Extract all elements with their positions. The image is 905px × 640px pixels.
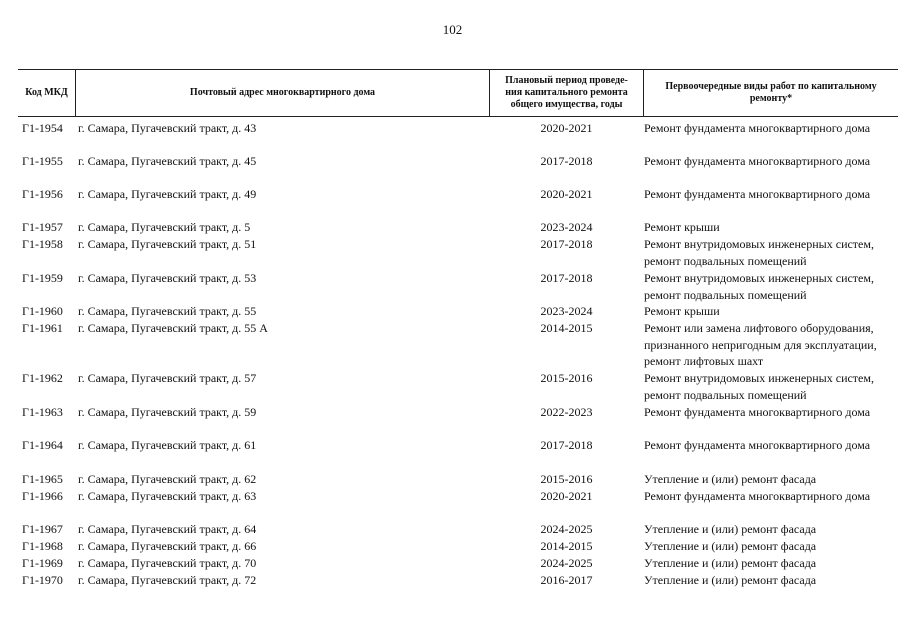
- row-period: 2017-2018: [540, 438, 593, 452]
- row-address: г. Самара, Пугачевский тракт, д. 5: [78, 220, 251, 234]
- row-code: Г1-1968: [22, 539, 63, 553]
- row-period: 2022-2023: [540, 405, 593, 419]
- row-period: 2023-2024: [540, 304, 593, 318]
- row-works: Ремонт фундамента многоквартирного дома: [644, 121, 871, 135]
- row-code: Г1-1966: [22, 489, 63, 503]
- row-works: Ремонт внутридомовых инженерных систем, ремонт подвальных помещений: [644, 371, 874, 402]
- row-code: Г1-1958: [22, 237, 63, 251]
- row-code: Г1-1957: [22, 220, 63, 234]
- row-address: г. Самара, Пугачевский тракт, д. 51: [78, 237, 257, 251]
- row-code: Г1-1965: [22, 472, 63, 486]
- row-address: г. Самара, Пугачевский тракт, д. 45: [78, 154, 257, 168]
- row-period: 2024-2025: [540, 522, 593, 536]
- row-address: г. Самара, Пугачевский тракт, д. 63: [78, 489, 257, 503]
- page-number: 102: [442, 22, 463, 37]
- row-period: 2020-2021: [540, 489, 593, 503]
- row-period: 2014-2015: [540, 539, 593, 553]
- row-address: г. Самара, Пугачевский тракт, д. 49: [78, 187, 257, 201]
- row-works: Ремонт крыши: [644, 304, 720, 318]
- row-code: Г1-1956: [22, 187, 63, 201]
- header-period: Плановый период проведе- ния капитального ремонта общего имущества, годы: [505, 75, 628, 110]
- row-code: Г1-1970: [22, 573, 63, 587]
- header-works: Первоочередные виды работ по капитальному ремонту*: [665, 81, 877, 104]
- row-works: Ремонт фундамента многоквартирного дома: [644, 489, 871, 503]
- row-works: Ремонт крыши: [644, 220, 720, 234]
- row-address: г. Самара, Пугачевский тракт, д. 62: [78, 472, 257, 486]
- row-period: 2017-2018: [540, 154, 593, 168]
- row-address: г. Самара, Пугачевский тракт, д. 59: [78, 405, 257, 419]
- row-address: г. Самара, Пугачевский тракт, д. 64: [78, 522, 257, 536]
- row-works: Утепление и (или) ремонт фасада: [644, 556, 817, 570]
- row-code: Г1-1955: [22, 154, 63, 168]
- row-works: Ремонт внутридомовых инженерных систем, ремонт подвальных помещений: [644, 237, 874, 268]
- row-works: Ремонт фундамента многоквартирного дома: [644, 438, 871, 452]
- row-works: Ремонт фундамента многоквартирного дома: [644, 187, 871, 201]
- row-address: г. Самара, Пугачевский тракт, д. 53: [78, 271, 257, 285]
- row-works: Ремонт фундамента многоквартирного дома: [644, 405, 871, 419]
- row-address: г. Самара, Пугачевский тракт, д. 66: [78, 539, 257, 553]
- row-period: 2014-2015: [540, 321, 593, 335]
- row-period: 2020-2021: [540, 187, 593, 201]
- row-address: г. Самара, Пугачевский тракт, д. 43: [78, 121, 257, 135]
- header-address: Почтовый адрес многоквартирного дома: [189, 87, 376, 98]
- row-code: Г1-1964: [22, 438, 63, 452]
- row-address: г. Самара, Пугачевский тракт, д. 55: [78, 304, 257, 318]
- row-code: Г1-1961: [22, 321, 63, 335]
- row-code: Г1-1969: [22, 556, 63, 570]
- row-code: Г1-1962: [22, 371, 63, 385]
- row-works: Утепление и (или) ремонт фасада: [644, 472, 817, 486]
- row-code: Г1-1959: [22, 271, 63, 285]
- row-address: г. Самара, Пугачевский тракт, д. 55 А: [78, 321, 268, 335]
- row-period: 2015-2016: [540, 371, 593, 385]
- row-works: Ремонт фундамента многоквартирного дома: [644, 154, 871, 168]
- row-period: 2023-2024: [540, 220, 593, 234]
- row-code: Г1-1967: [22, 522, 63, 536]
- row-period: 2015-2016: [540, 472, 593, 486]
- row-works: Утепление и (или) ремонт фасада: [644, 573, 817, 587]
- row-period: 2016-2017: [540, 573, 593, 587]
- row-works: Ремонт внутридомовых инженерных систем, ремонт подвальных помещений: [644, 271, 874, 302]
- row-period: 2020-2021: [540, 121, 593, 135]
- row-period: 2024-2025: [540, 556, 593, 570]
- row-works: Ремонт или замена лифтового оборудования, признанного непригодным для эксплуатации, ремонт лифтовых шахт: [644, 321, 877, 368]
- row-address: г. Самара, Пугачевский тракт, д. 57: [78, 371, 257, 385]
- row-code: Г1-1960: [22, 304, 63, 318]
- row-code: Г1-1954: [22, 121, 63, 135]
- table-header: [18, 69, 898, 117]
- row-period: 2017-2018: [540, 271, 593, 285]
- row-period: 2017-2018: [540, 237, 593, 251]
- row-address: г. Самара, Пугачевский тракт, д. 72: [78, 573, 257, 587]
- row-works: Утепление и (или) ремонт фасада: [644, 522, 817, 536]
- row-works: Утепление и (или) ремонт фасада: [644, 539, 817, 553]
- row-code: Г1-1963: [22, 405, 63, 419]
- header-code: Код МКД: [25, 87, 68, 98]
- row-address: г. Самара, Пугачевский тракт, д. 61: [78, 438, 257, 452]
- row-address: г. Самара, Пугачевский тракт, д. 70: [78, 556, 257, 570]
